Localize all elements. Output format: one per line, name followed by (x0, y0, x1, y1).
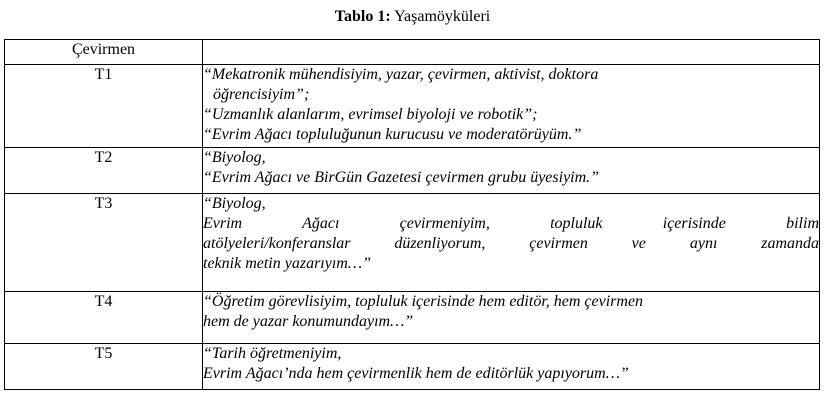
caption-label: Tablo 1: (334, 8, 391, 25)
table-header-row (5, 40, 820, 65)
biography-table (4, 39, 820, 390)
bio-line: Evrim Ağacı çevirmeniyim, topluluk içerisinde bilim (203, 215, 819, 232)
bio-line-part: atölyeleri/konferanslar düzenliyorum, çevirmen ve (203, 235, 646, 252)
translator-bio (203, 65, 820, 148)
bio-line: teknik metin yazarıyım…” (203, 255, 371, 272)
translator-id: T2 (5, 148, 203, 194)
table-caption (0, 7, 825, 27)
translator-id: T3 (5, 194, 203, 292)
bio-line: “Mekatronik mühendisiyim, yazar, çevirmen, aktivist, doktora (203, 66, 599, 83)
translator-bio (203, 292, 820, 344)
bio-line (203, 234, 819, 254)
bio-line: hem de yazar konumundayım…” (203, 313, 414, 330)
bio-line: “Tarih öğretmeniyim, (203, 345, 342, 362)
table-row (5, 292, 820, 344)
bio-line: “Öğretim görevlisiyim, topluluk içerisinde hem editör, hem çevirmen (203, 293, 644, 310)
bio-line: Evrim Ağacı’nda hem çevirmenlik hem de editörlük yapıyorum…” (203, 365, 629, 382)
translator-bio (203, 194, 820, 292)
bio-line: “Biyolog, (203, 149, 266, 166)
header-blank (203, 40, 820, 65)
header-translator: Çevirmen (5, 40, 203, 65)
translator-id: T5 (5, 344, 203, 390)
translator-bio (203, 344, 820, 390)
table-row (5, 344, 820, 390)
bio-line: “Biyolog, (203, 195, 266, 212)
bio-line: “Uzmanlık alanlarım, evrimsel biyoloji ve robotik”; (203, 106, 538, 123)
translator-id: T4 (5, 292, 203, 344)
translator-id: T1 (5, 65, 203, 148)
table-row (5, 194, 820, 292)
bio-line: öğrencisiyim”; (213, 86, 310, 103)
caption-title: Yaşamöyküleri (394, 8, 491, 25)
table-row (5, 148, 820, 194)
bio-line: “Evrim Ağacı topluluğunun kurucusu ve moderatörüyüm.” (203, 126, 582, 143)
table-row (5, 65, 820, 148)
translator-bio (203, 148, 820, 194)
bio-line-part: aynı zamanda (689, 235, 820, 252)
bio-line: “Evrim Ağacı ve BirGün Gazetesi çevirmen grubu üyesiyim.” (203, 169, 600, 186)
